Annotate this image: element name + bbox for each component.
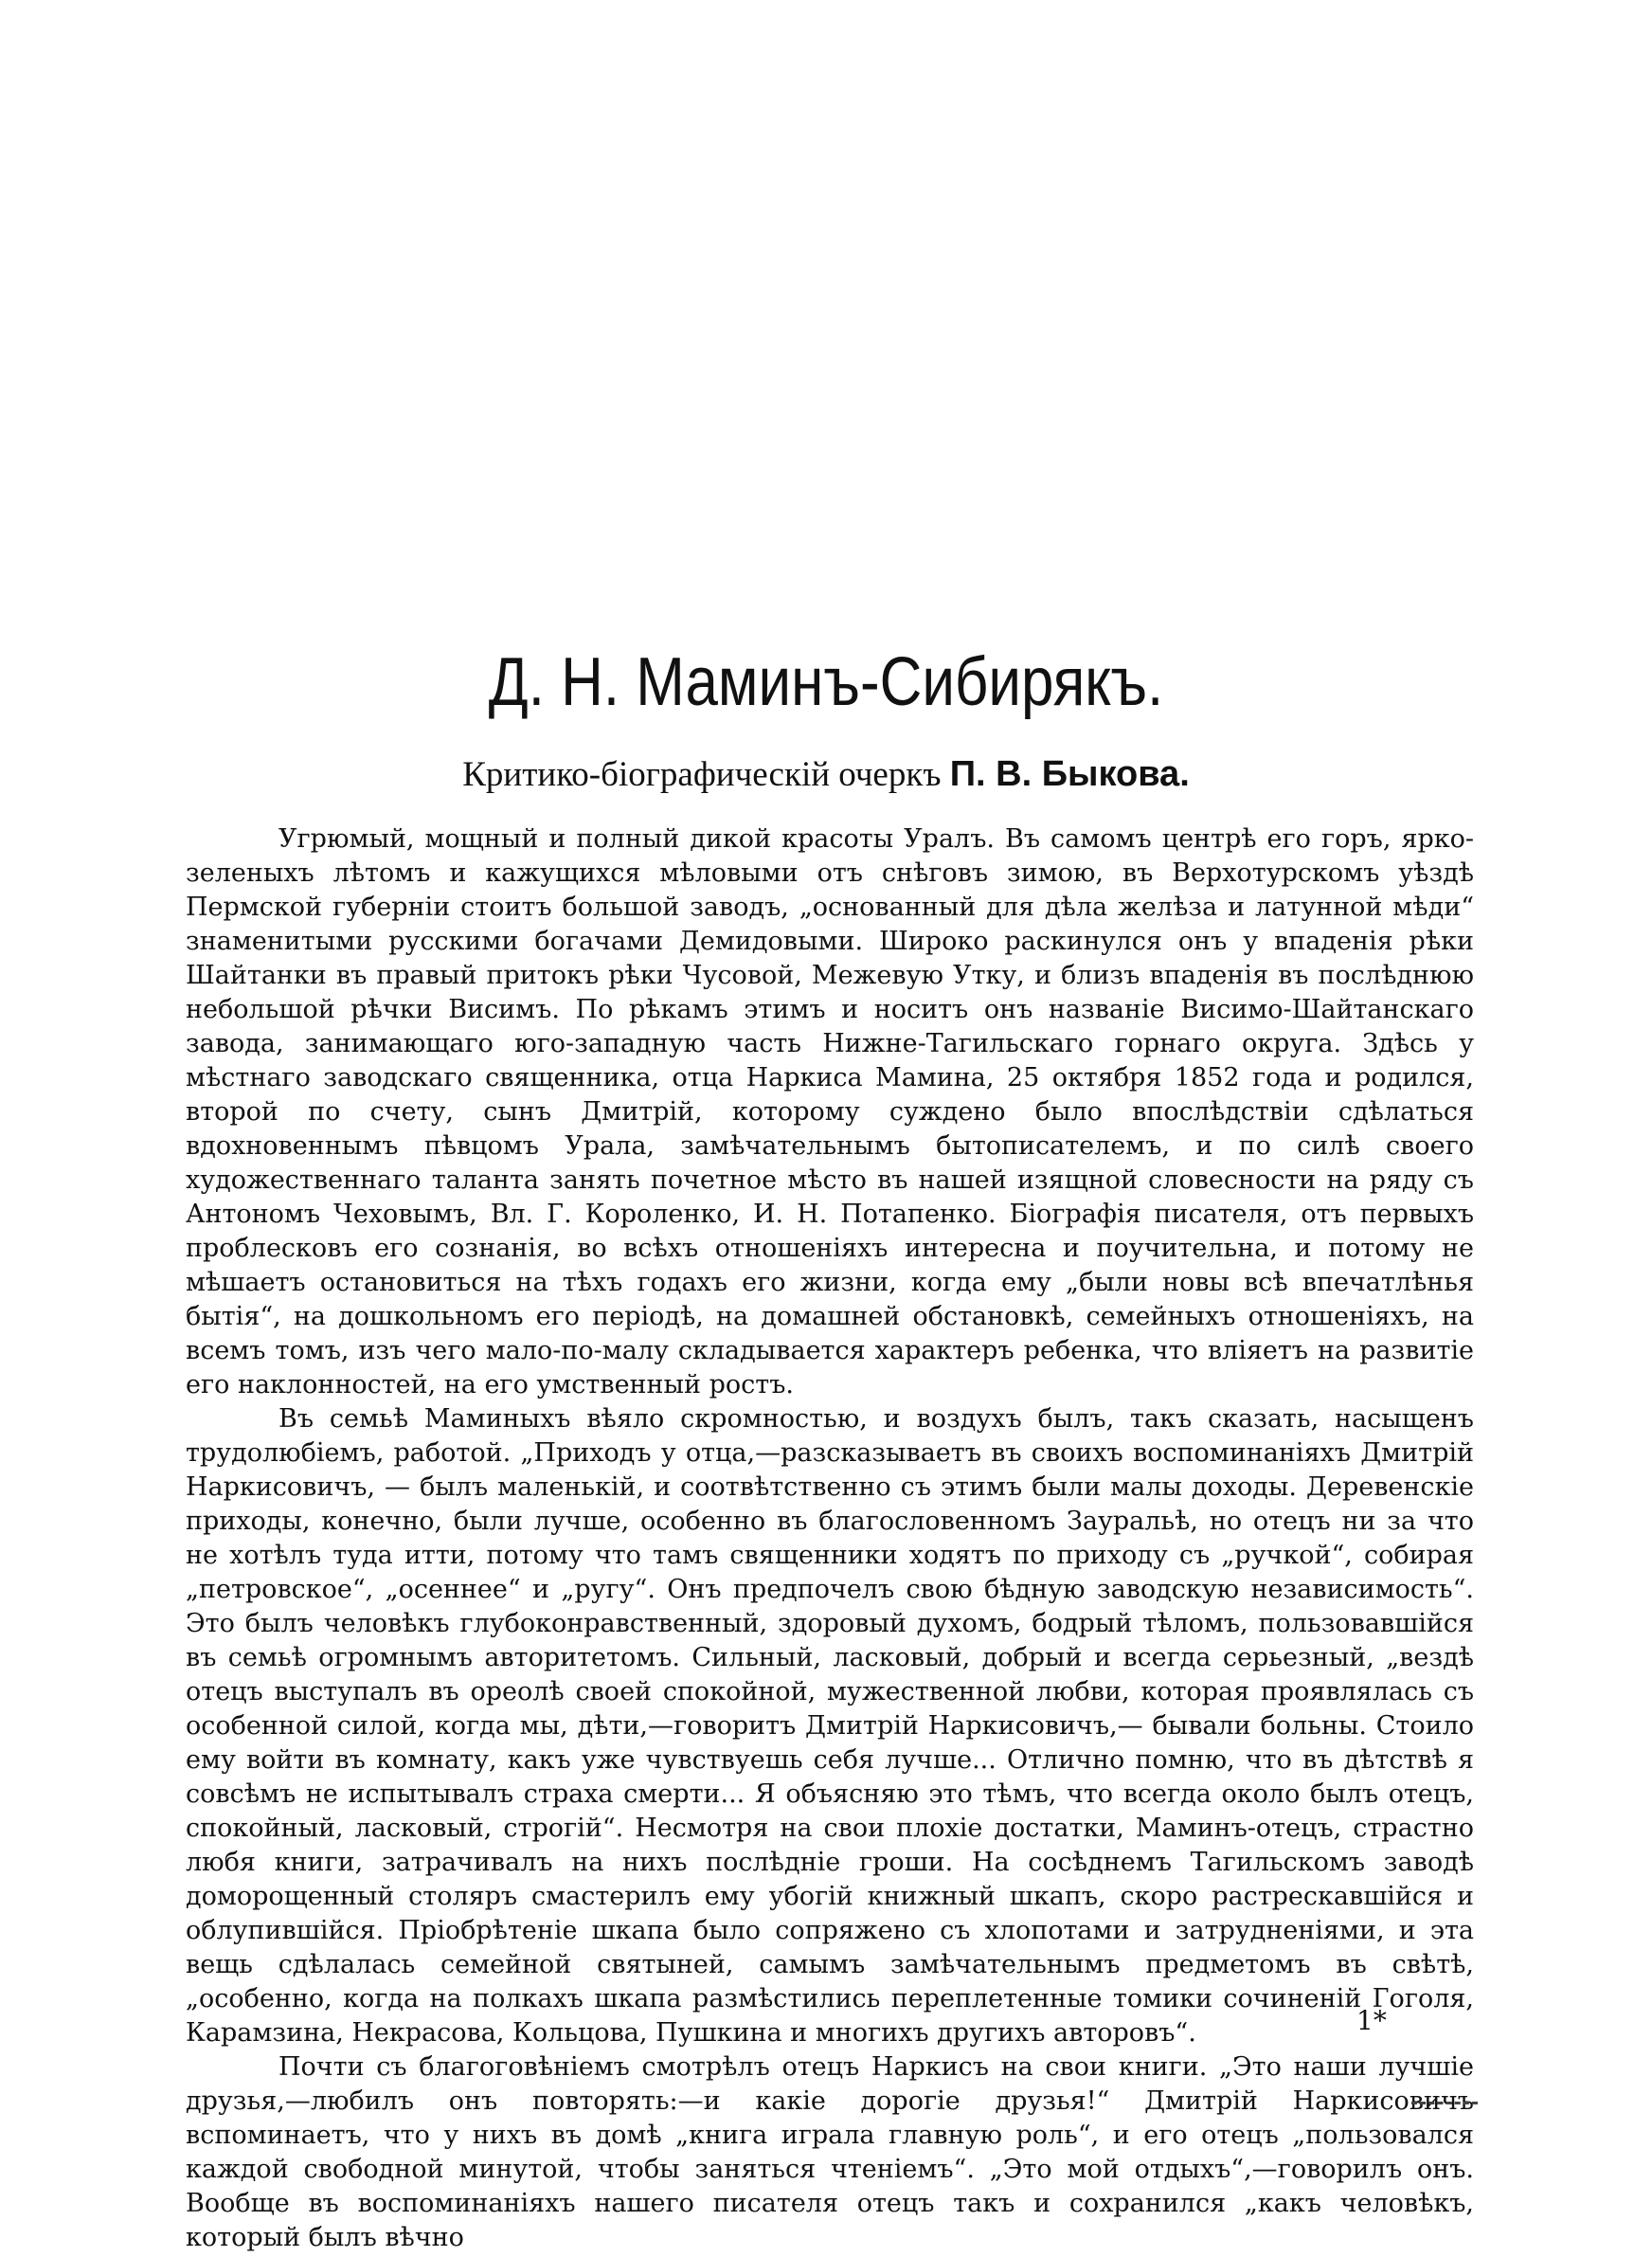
subtitle-author: П. В. Быкова. — [949, 754, 1190, 794]
paragraph-2: Въ семьѣ Маминыхъ вѣяло скромностью, и воздухъ былъ, такъ сказать, насыщенъ трудолюбіемъ, работой. „Приходъ у отца,—разсказываетъ въ своихъ воспоминаніяхъ Дмитрій Наркисовичъ, — былъ маленькій, и соотвѣтственно съ этимъ были малы доходы. Деревенскіе приходы, конечно, были лучше, особенно въ благословенномъ Зауральѣ, но отецъ ни за что не хотѣлъ туда итти, потому что тамъ священники ходятъ по приходу съ „ручкой“, собирая „петровское“, „осеннее“ и „ругу“. Онъ предпочелъ свою бѣдную заводскую независимость“. Это былъ человѣкъ глубоконравственный, здоровый духомъ, бодрый тѣломъ, пользовавшійся въ семьѣ огромнымъ авторитетомъ. Сильный, ласковый, добрый и всегда серьезный, „вездѣ отецъ выступалъ въ ореолѣ своей спокойной, мужественной любви, которая проявлялась съ особенной силой, когда мы, дѣти,—говоритъ Дмитрій Наркисовичъ,— бывали больны. Стоило ему войти въ комнату, какъ уже чувствуешь себя лучше... Отлично помню, что въ дѣтствѣ я совсѣмъ не испытывалъ страха смерти... Я объясняю это тѣмъ, что всегда около былъ отецъ, спокойный, ласковый, строгій“. Несмотря на свои плохіе достатки, Маминъ-отецъ, страстно любя книги, затрачивалъ на нихъ послѣдніе гроши. На сосѣднемъ Тагильскомъ заводѣ доморощенный столяръ смастерилъ ему убогій книжный шкапъ, скоро растрескавшійся и облупившійся. Пріобрѣтеніе шкапа было сопряжено съ хлопотами и затрудненіями, и эта вещь сдѣлалась семейной святыней, самымъ замѣчательнымъ предметомъ въ свѣтѣ, „особенно, когда на полкахъ шкапа размѣстились переплетенные томики сочиненій Гоголя, Карамзина, Некрасова, Кольцова, Пушкина и многихъ другихъ авторовъ“. — [186, 1404, 1474, 2048]
page-title: Д. Н. Маминъ-Сибирякъ. — [488, 644, 1164, 720]
edge-mark-divider — [1411, 2102, 1478, 2104]
paragraph-3: Почти съ благоговѣніемъ смотрѣлъ отецъ Наркисъ на свои книги. „Это наши лучшіе друзья,—любилъ онъ повторять:—и какіе дорогіе друзья!“ Дмитрій Наркисовичъ вспоминаетъ, что у нихъ въ домѣ „книга играла главную роль“, и его отецъ „пользовался каждой свободной минутой, чтобы заняться чтеніемъ“. „Это мой отдыхъ“,—говорилъ онъ. Вообще въ воспоминаніяхъ нашего писателя отецъ такъ и сохранился „какъ человѣкъ, который былъ вѣчно — [186, 2052, 1474, 2252]
paragraph-1: Угрюмый, мощный и полный дикой красоты Уралъ. Въ самомъ центрѣ его горъ, ярко-зеленыхъ лѣтомъ и кажущихся мѣловыми отъ снѣговъ зимою, въ Верхотурскомъ уѣздѣ Пермской губерніи стоитъ большой заводъ, „основанный для дѣла желѣза и латунной мѣди“ знаменитыми русскими богачами Демидовыми. Широко раскинулся онъ у впаденія рѣки Шайтанки въ правый притокъ рѣки Чусовой, Межевую Утку, и близъ впаденія въ послѣднюю небольшой рѣчки Висимъ. По рѣкамъ этимъ и носитъ онъ названіе Висимо-Шайтанскаго завода, занимающаго юго-западную часть Нижне-Тагильскаго горнаго округа. Здѣсь у мѣстнаго заводскаго священника, отца Наркиса Мамина, 25 октября 1852 года и родился, второй по счету, сынъ Дмитрій, которому суждено было впослѣдствіи сдѣлаться вдохновеннымъ пѣвцомъ Урала, замѣчательнымъ бытописателемъ, и по силѣ своего художественнаго таланта занять почетное мѣсто въ нашей изящной словесности на ряду съ Антономъ Чеховымъ, Вл. Г. Короленко, И. Н. Потапенко. Біографія писателя, отъ первыхъ проблесковъ его сознанія, во всѣхъ отношеніяхъ интересна и поучительна, и потому не мѣшаетъ остановиться на тѣхъ годахъ его жизни, когда ему „были новы всѣ впечатлѣнья бытія“, на дошкольномъ его періодѣ, на домашней обстановкѣ, семейныхъ отношеніяхъ, на всемъ томъ, изъ чего мало-по-малу складывается характеръ ребенка, что вліяетъ на развитіе его наклонностей, на его умственный ростъ. — [186, 824, 1474, 1399]
article-body — [186, 822, 1474, 2255]
page-subtitle — [0, 756, 1652, 792]
page-signature: 1* — [1356, 2005, 1387, 2036]
subtitle-lead: Критико-біографическій очеркъ — [462, 755, 942, 794]
